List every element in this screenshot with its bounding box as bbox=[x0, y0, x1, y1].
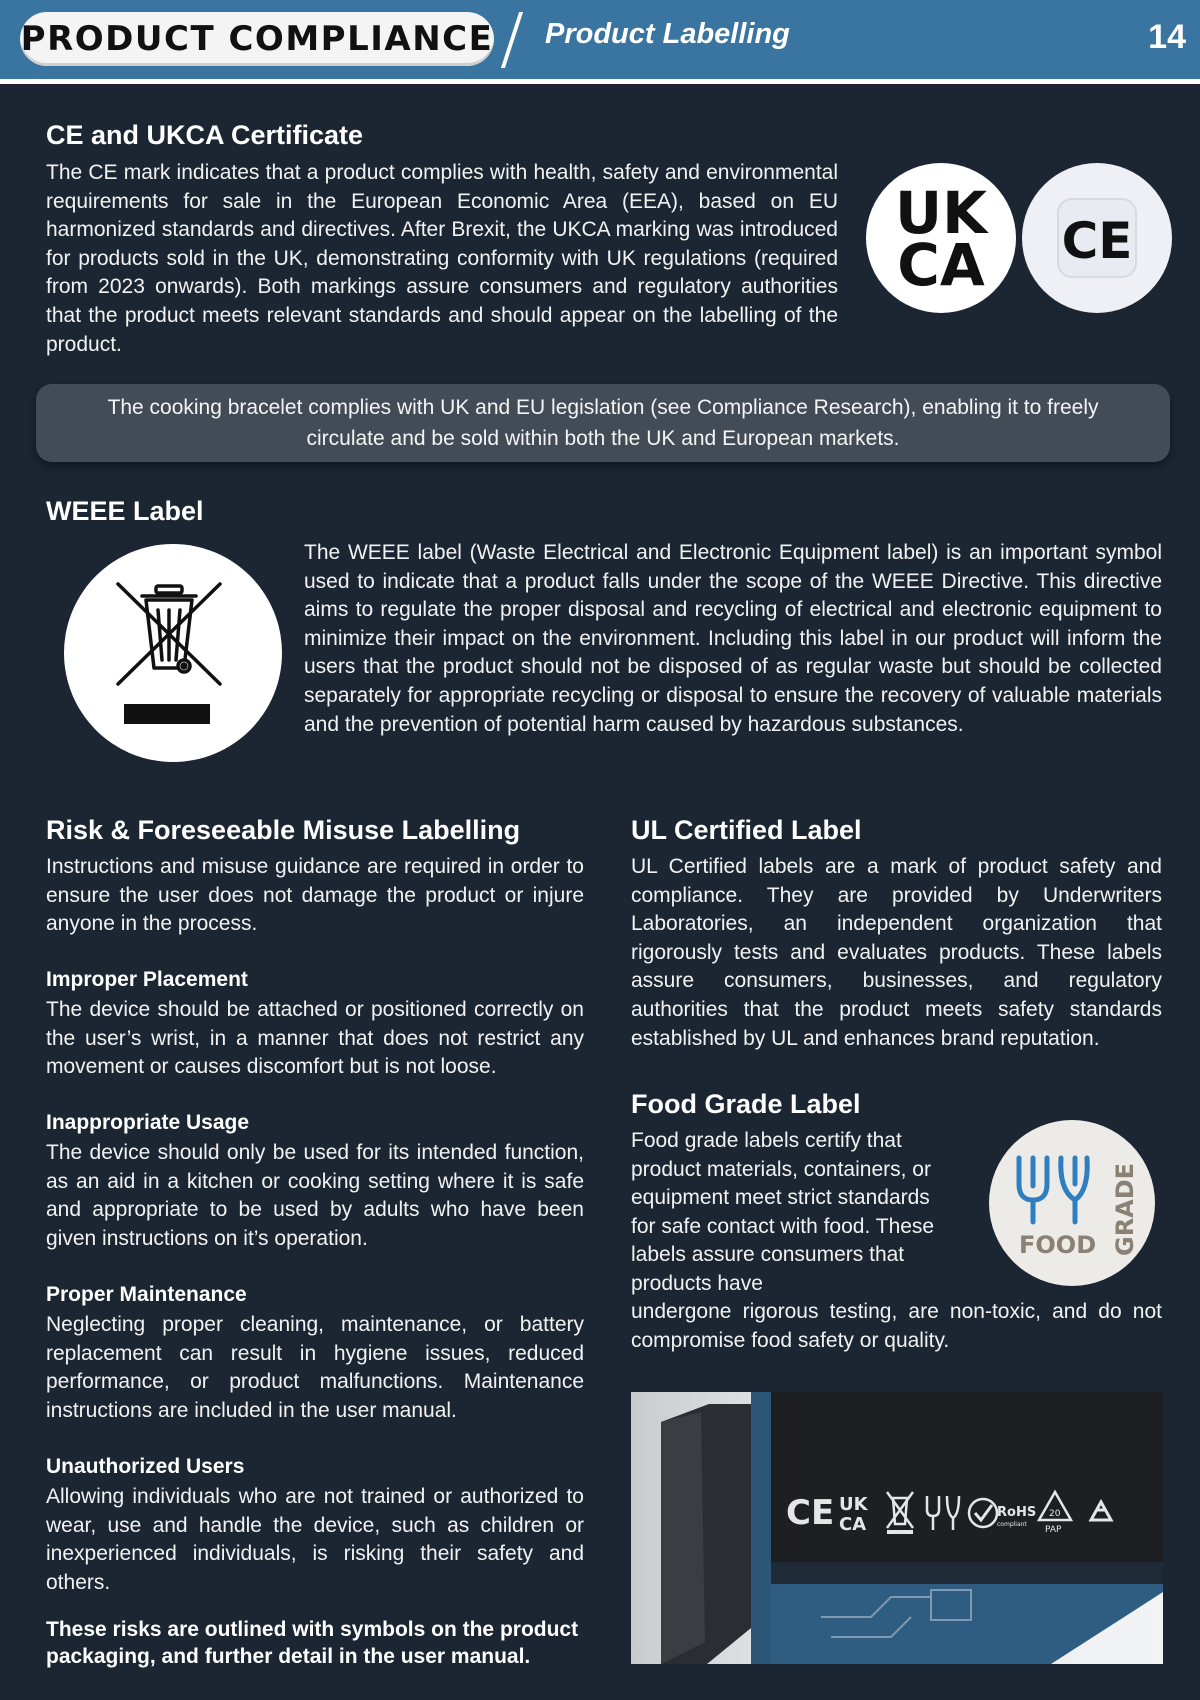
risk-item-body: The device should only be used for its intended function, as an aid in a kitchen or cooking setting where it is safe and appropriate to be used by adults who have been given instructions on it’s operation. bbox=[46, 1141, 584, 1250]
food-word: FOOD bbox=[1019, 1231, 1097, 1259]
section-title: PRODUCT COMPLIANCE bbox=[20, 12, 494, 66]
risk-item-heading: Unauthorized Users bbox=[46, 1455, 245, 1478]
ul-body: UL Certified labels are a mark of product safety and compliance. They are provided by Underwriters Laboratories, an independent organization that rigorously tests and evaluates products. These labels assure consumers, businesses, and regulatory authorities that the product meets safety standards established by UL and enhances brand reputation. bbox=[631, 855, 1162, 1050]
page-subtitle: Product Labelling bbox=[545, 18, 790, 50]
risk-intro: Instructions and misuse guidance are required in order to ensure the user does not damage the product or injure anyone in the process. bbox=[46, 855, 584, 936]
ce-ukca-heading: CE and UKCA Certificate bbox=[46, 120, 364, 150]
food-grade-icon bbox=[989, 1120, 1155, 1286]
weee-bin-icon bbox=[64, 544, 282, 762]
compliance-callout: The cooking bracelet complies with UK and EU legislation (see Compliance Research), enabling it to freely circulate and be sold within both the UK and European markets. bbox=[36, 384, 1170, 462]
risk-item-body: The device should be attached or positioned correctly on the user’s wrist, in a manner that does not restrict any movement or causes discomfort but is not loose. bbox=[46, 998, 584, 1079]
risk-note: These risks are outlined with symbols on the product packaging, and further detail in the user manual. bbox=[46, 1618, 579, 1668]
ukca-mark-icon bbox=[866, 163, 1016, 313]
ce-ukca-body: The CE mark indicates that a product complies with health, safety and environmental requirements for sale in the European Economic Area (EEA), based on EU harmonized standards and directives. After Brexit, the UKCA marking was introduced for products sold in the UK, demonstrating conformity with UK regulations (required from 2023 onwards). Both markings assure consumers and regulatory authorities that the product meets relevant standards and should appear on the labelling of the product. bbox=[46, 161, 838, 356]
risk-item-body: Neglecting proper cleaning, maintenance, or battery replacement can result in hygiene issues, reduced performance, or product malfunctions. Maintenance instructions are included in the user manual. bbox=[46, 1313, 584, 1422]
pkg-uk: UK bbox=[839, 1494, 868, 1515]
header-divider bbox=[501, 12, 523, 68]
ukca-line2: CA bbox=[897, 231, 985, 299]
pkg-ca: CA bbox=[839, 1514, 867, 1535]
weee-heading: WEEE Label bbox=[46, 496, 204, 526]
pkg-pap-num: 20 bbox=[1049, 1509, 1061, 1519]
ul-heading: UL Certified Label bbox=[631, 815, 862, 845]
risk-heading: Risk & Foreseeable Misuse Labelling bbox=[46, 815, 521, 845]
weee-body: The WEEE label (Waste Electrical and Electronic Equipment label) is an important symbol used to indicate that a product falls under the scope of the WEEE Directive. This directive aims to regulate the proper disposal and recycling of electrical and electronic equipment to minimize their impact on the environment. Including this label in our product will inform the users that the product should not be disposed of as regular waste but should be collected separately for appropriate recycling or disposal to ensure the recovery of valuable materials and the prevention of potential harm caused by hazardous substances. bbox=[304, 541, 1162, 736]
pkg-rohs-sub: compliant bbox=[997, 1521, 1027, 1528]
page-number: 14 bbox=[1148, 18, 1186, 56]
packaging-photo bbox=[631, 1392, 1163, 1664]
food-grade-body-wrapped: Food grade labels certify that product materials, containers, or equipment meet strict standards for safe contact with food. These labels assure consumers that products have bbox=[631, 1129, 935, 1295]
ukca-line1: UK bbox=[894, 179, 988, 247]
grade-word: GRADE bbox=[1111, 1162, 1139, 1256]
pkg-rohs: RoHS bbox=[997, 1505, 1037, 1520]
page-header bbox=[0, 0, 1200, 84]
ce-mark-text: CE bbox=[1061, 212, 1133, 270]
risk-item-heading: Improper Placement bbox=[46, 968, 248, 991]
pkg-pap-label: PAP bbox=[1045, 1525, 1062, 1535]
ce-mark-icon bbox=[1022, 163, 1172, 313]
pkg-ce: CE bbox=[786, 1493, 835, 1533]
risk-item-heading: Proper Maintenance bbox=[46, 1283, 247, 1306]
risk-item-body: Allowing individuals who are not trained or authorized to wear, use and handle the device, such as children or inexperienced individuals, is risking their safety and others. bbox=[46, 1485, 584, 1594]
food-grade-body-full: undergone rigorous testing, are non-toxic, and do not compromise food safety or quality. bbox=[631, 1300, 1162, 1352]
risk-item-heading: Inappropriate Usage bbox=[46, 1111, 250, 1134]
food-grade-heading: Food Grade Label bbox=[631, 1089, 861, 1119]
